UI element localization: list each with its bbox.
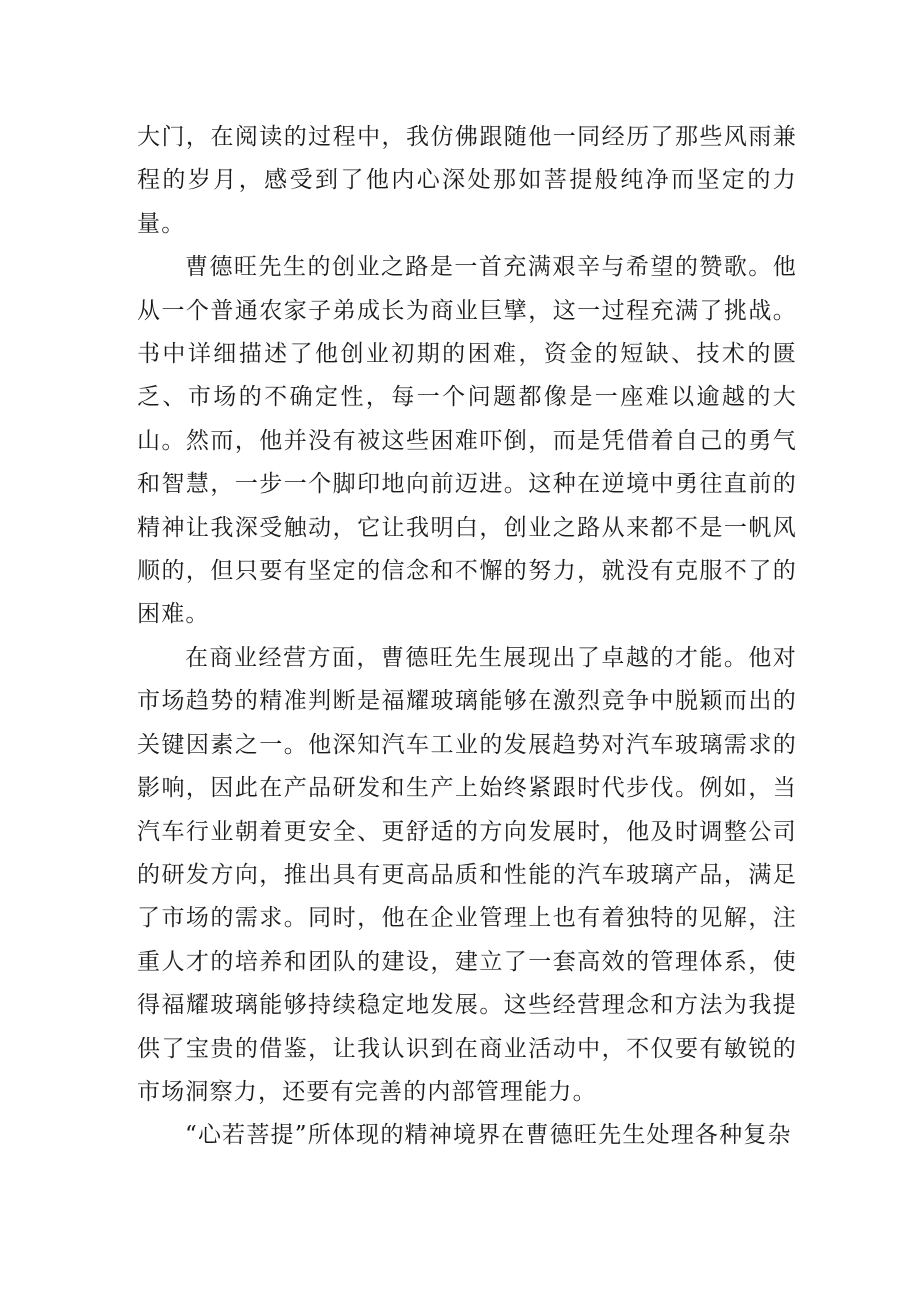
paragraph-2: 曹德旺先生的创业之路是一首充满艰辛与希望的赞歌。他从一个普通农家子弟成长为商业巨擘，这一过程充满了挑战。书中详细描述了他创业初期的困难，资金的短缺、技术的匮乏、市场的不确定性，每一个问题都像是一座难以逾越的大山。然而，他并没有被这些困难吓倒，而是凭借着自己的勇气和智慧，一步一个脚印地向前迈进。这种在逆境中勇往直前的精神让我深受触动，它让我明白，创业之路从来都不是一帆风顺的，但只要有坚定的信念和不懈的努力，就没有克服不了的困难。 bbox=[137, 254, 797, 628]
paragraph-3: 在商业经营方面，曹德旺先生展现出了卓越的才能。他对市场趋势的精准判断是福耀玻璃能够在激烈竞争中脱颖而出的关键因素之一。他深知汽车工业的发展趋势对汽车玻璃需求的影响，因此在产品研发和生产上始终紧跟时代步伐。例如，当汽车行业朝着更安全、更舒适的方向发展时，他及时调整公司的研发方向，推出具有更高品质和性能的汽车玻璃产品，满足了市场的需求。同时，他在企业管理上也有着独特的见解，注重人才的培养和团队的建设，建立了一套高效的管理体系，使得福耀玻璃能够持续稳定地发展。这些经营理念和方法为我提供了宝贵的借鉴，让我认识到在商业活动中，不仅要有敏锐的市场洞察力，还要有完善的内部管理能力。 bbox=[137, 644, 797, 1105]
paragraph-4: “心若菩提”所体现的精神境界在曹德旺先生处理各种复杂 bbox=[185, 1122, 792, 1149]
paragraph-1: 大门，在阅读的过程中，我仿佛跟随他一同经历了那些风雨兼程的岁月，感受到了他内心深处那如菩提般纯净而坚定的力量。 bbox=[137, 124, 797, 237]
body-text bbox=[137, 116, 797, 1158]
